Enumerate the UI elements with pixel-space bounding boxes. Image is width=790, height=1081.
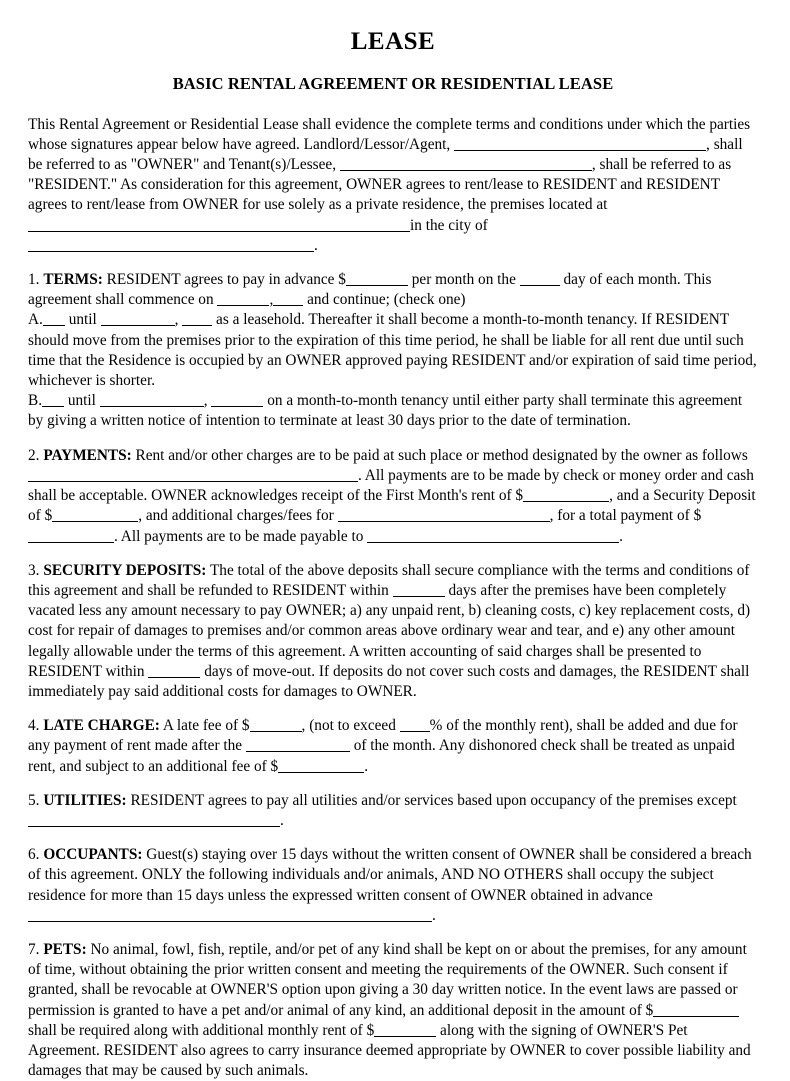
intro-text-3: , shall be referred to as "RESIDENT." As consideration for this agreement, OWNER agrees to rent/lease to RESIDENT and RESIDENT agrees to rent/lease from OWNER for use solely as a private residence, the premises located at bbox=[28, 156, 732, 214]
section-security-deposits bbox=[28, 561, 758, 702]
utilities-text-2: . bbox=[280, 811, 284, 829]
section-late-charge-heading: LATE CHARGE: bbox=[43, 717, 160, 735]
pet-deposit-blank[interactable] bbox=[653, 1003, 739, 1017]
section-terms-number: 1. bbox=[28, 271, 40, 289]
terms-text-8: as a leasehold. Thereafter it shall become a month-to-month tenancy. If RESIDENT should move from the premises prior to the expiration of this time period, he shall be liable for all rent due until such time that the Residence is occupied by an OWNER approved paying RESIDENT and/or expiration of said time period, whichever is shorter. bbox=[28, 311, 757, 390]
page-subtitle: BASIC RENTAL AGREEMENT OR RESIDENTIAL LEASE bbox=[172, 73, 614, 93]
pet-monthly-rent-blank[interactable] bbox=[374, 1023, 436, 1037]
terms-text-3: day of each month. This agreement shall commence on bbox=[28, 271, 712, 309]
dishonored-check-fee-blank[interactable] bbox=[278, 759, 364, 773]
late-text-2: , (not to exceed bbox=[301, 717, 400, 735]
security-text-2: days after the premises have been completely vacated less any amount necessary to pay OWNER; a) any unpaid rent, b) cleaning costs, c) key replacement costs, d) cost for repair of damages to premises and/or common areas above ordinary wear and tear, and e) any other amount legally allowable under the terms of this agreement. A written accounting of said charges shall be presented to RESIDENT within bbox=[28, 581, 751, 680]
terms-text-5: and continue; (check one) bbox=[303, 291, 466, 309]
pets-text-2: shall be required along with additional monthly rent of $ bbox=[28, 1021, 375, 1039]
section-payments-heading: PAYMENTS: bbox=[43, 446, 132, 464]
city-blank[interactable] bbox=[28, 238, 314, 252]
page-title: LEASE bbox=[350, 28, 436, 55]
occupants-text-2: . bbox=[432, 906, 436, 924]
section-utilities-number: 5. bbox=[28, 791, 40, 809]
first-month-rent-blank[interactable] bbox=[523, 488, 609, 502]
payments-text-3: , and a Security Deposit of $ bbox=[28, 487, 756, 525]
section-pets-number: 7. bbox=[28, 940, 40, 958]
option-b-checkbox-blank[interactable] bbox=[42, 393, 64, 407]
lease-document-page bbox=[0, 28, 790, 1080]
occupants-text-1: Guest(s) staying over 15 days without the written consent of OWNER shall be considered a breach of this agreement. ONLY the following individuals and/or animals, AND NO OTHERS shall occupy the subject residence for more than 15 days unless the expressed written consent of OWNER obtained in advance bbox=[28, 846, 752, 904]
late-text-5: . bbox=[364, 757, 369, 775]
landlord-name-blank[interactable] bbox=[454, 137, 706, 151]
terms-text-2: per month on the bbox=[407, 271, 520, 289]
security-text-3: days of move-out. If deposits do not cover such costs and damages, the RESIDENT shall immediately pay said additional costs for damages to OWNER. bbox=[28, 662, 750, 700]
terms-text-11: on a month-to-month tenancy until either party shall terminate this agreement by giving a written notice of intention to terminate at least 30 days prior to the date of termination. bbox=[28, 392, 743, 430]
section-utilities-heading: UTILITIES: bbox=[43, 791, 127, 809]
monthly-rent-blank[interactable] bbox=[346, 272, 408, 286]
payments-text-2: . All payments are to be made by check or money order and cash shall be acceptable. OWNER acknowledges receipt of the First Month's rent of $ bbox=[28, 466, 754, 505]
section-utilities bbox=[28, 791, 758, 831]
terms-text-4: , bbox=[269, 291, 274, 309]
intro-text-2: , shall be referred to as "OWNER" and Tenant(s)/Lessee, bbox=[28, 135, 743, 174]
late-text-1: A late fee of $ bbox=[162, 717, 250, 735]
section-occupants-heading: OCCUPANTS: bbox=[43, 846, 143, 864]
pets-text-1: No animal, fowl, fish, reptile, and/or pet of any kind shall be kept on or about the premises, for any amount of time, without obtaining the prior written consent and meeting the requirements of the OWNER. Such consent if granted, shall be revocable at OWNER'S option upon giving a 30 day written notice. In the event laws are passed or permission is granted to have a pet and/or animal of any kind, an additional deposit in the amount of $ bbox=[28, 940, 747, 1019]
terms-text-10: , bbox=[203, 392, 212, 410]
rent-due-day-blank[interactable] bbox=[520, 272, 560, 286]
utilities-exception-blank[interactable] bbox=[28, 813, 280, 827]
late-fee-amount-blank[interactable] bbox=[250, 718, 302, 732]
pets-text-3: along with the signing of OWNER'S Pet Agreement. RESIDENT also agrees to carry insurance deemed appropriate by OWNER to cover possible liability and damages that may be caused by such animals. bbox=[28, 1021, 751, 1080]
section-terms-heading: TERMS: bbox=[43, 271, 103, 289]
payment-location-blank[interactable] bbox=[28, 468, 358, 482]
section-late-charge bbox=[28, 716, 758, 777]
commence-year-blank[interactable] bbox=[273, 292, 303, 306]
payments-text-4: , and additional charges/fees for bbox=[138, 507, 338, 525]
payments-text-7: . bbox=[619, 527, 623, 545]
late-after-day-blank[interactable] bbox=[246, 738, 350, 752]
payments-text-1: Rent and/or other charges are to be paid at such place or method designated by the owner as follows bbox=[135, 446, 748, 464]
refund-days-blank[interactable] bbox=[393, 583, 445, 597]
terms-option-a-label: A. bbox=[28, 311, 43, 329]
commence-date-blank[interactable] bbox=[217, 292, 269, 306]
payments-text-5: , for a total payment of $ bbox=[549, 507, 702, 525]
option-a-checkbox-blank[interactable] bbox=[43, 312, 65, 326]
section-payments bbox=[28, 446, 758, 547]
intro-text-1: This Rental Agreement or Residential Lease shall evidence the complete terms and conditions under which the parties whose signatures appear below have agreed. Landlord/Lessor/Agent, bbox=[28, 115, 751, 153]
intro-text-5: . bbox=[314, 236, 318, 254]
section-occupants bbox=[28, 845, 758, 926]
terms-text-1: RESIDENT agrees to pay in advance $ bbox=[106, 271, 346, 289]
premises-address-blank[interactable] bbox=[28, 218, 410, 232]
section-pets-heading: PETS: bbox=[43, 940, 87, 958]
occupants-names-blank[interactable] bbox=[28, 908, 432, 922]
security-text-1: The total of the above deposits shall secure compliance with the terms and conditions of this agreement and shall be refunded to RESIDENT within bbox=[28, 561, 750, 599]
intro-paragraph bbox=[28, 115, 758, 256]
section-payments-number: 2. bbox=[28, 446, 40, 464]
section-occupants-number: 6. bbox=[28, 846, 40, 864]
terms-option-b-label: B. bbox=[28, 392, 43, 410]
terms-text-9: until bbox=[64, 392, 100, 410]
section-security-deposits-heading: SECURITY DEPOSITS: bbox=[43, 561, 207, 579]
payments-text-6: . All payments are to be made payable to bbox=[114, 527, 368, 545]
section-pets bbox=[28, 940, 758, 1081]
payable-to-blank[interactable] bbox=[367, 529, 619, 543]
total-payment-blank[interactable] bbox=[28, 529, 114, 543]
additional-charges-blank[interactable] bbox=[338, 508, 550, 522]
late-text-3: % of the monthly rent), shall be added and due for any payment of rent made after the bbox=[28, 717, 738, 755]
section-late-charge-number: 4. bbox=[28, 717, 40, 735]
utilities-text-1: RESIDENT agrees to pay all utilities and/or services based upon occupancy of the premises except bbox=[130, 791, 737, 809]
section-security-deposits-number: 3. bbox=[28, 561, 40, 579]
leasehold-end-year-blank[interactable] bbox=[182, 312, 212, 326]
section-terms bbox=[28, 270, 758, 432]
intro-text-4: in the city of bbox=[410, 216, 488, 234]
tenant-name-blank[interactable] bbox=[340, 157, 592, 171]
month-to-month-date-blank[interactable] bbox=[100, 393, 204, 407]
terms-text-6: until bbox=[64, 311, 101, 329]
month-to-month-year-blank[interactable] bbox=[211, 393, 263, 407]
security-deposit-blank[interactable] bbox=[52, 508, 138, 522]
terms-text-7: , bbox=[174, 311, 183, 329]
late-text-4: of the month. Any dishonored check shall be treated as unpaid rent, and subject to an additional fee of $ bbox=[28, 737, 735, 775]
accounting-days-blank[interactable] bbox=[148, 664, 200, 678]
late-fee-percent-blank[interactable] bbox=[400, 718, 430, 732]
leasehold-end-date-blank[interactable] bbox=[101, 312, 175, 326]
